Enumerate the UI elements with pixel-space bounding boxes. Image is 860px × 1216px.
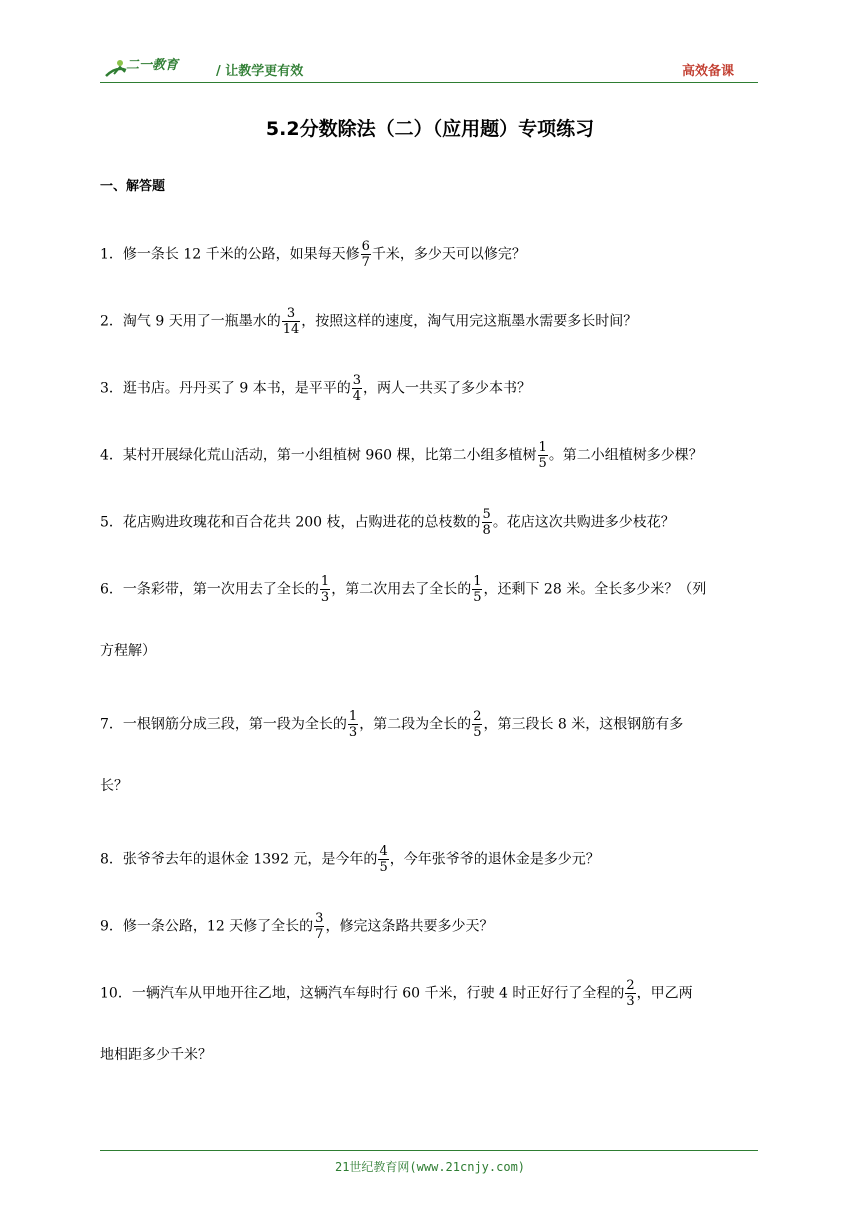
question-7: 7．一根钢筋分成三段，第一段为全长的 $\frac{1}{3}$ ，第二段为全长的 $\frac{2}{5}$ ，第三段长 8 米，这根钢筋有多 长？ bbox=[100, 709, 684, 794]
question-continuation: 长？ bbox=[100, 778, 128, 794]
fraction: $\frac{1}{5}$ bbox=[473, 574, 482, 605]
question-10: 10．一辆汽车从甲地开往乙地，这辆汽车每时行 60 千米，行驶 4 时正好行了全程的 $\frac{2}{3}$ ，甲乙两 地相距多少千米？ bbox=[100, 978, 693, 1063]
question-continuation: 方程解） bbox=[100, 643, 156, 659]
section-heading: 一、解答题 bbox=[100, 179, 166, 194]
page-header bbox=[100, 52, 758, 83]
fraction: $\frac{6}{7}$ bbox=[361, 239, 370, 270]
fraction: $\frac{1}{3}$ bbox=[320, 574, 330, 605]
fraction: $\frac{3}{14}$ bbox=[282, 306, 300, 337]
logo-text: 二一教育 bbox=[126, 58, 179, 73]
header-tag: 高效备课 bbox=[681, 64, 734, 79]
question-continuation: 地相距多少千米？ bbox=[100, 1047, 212, 1063]
question-2: 2．淘气 9 天用了一瓶墨水的 $\frac{3}{14}$ ，按照这样的速度，淘气用完这瓶墨水需要多长时间？ bbox=[100, 306, 638, 337]
header-slogan: / 让教学更有效 bbox=[216, 64, 304, 79]
fraction: $\frac{2}{5}$ bbox=[473, 709, 482, 740]
question-4: 4．某村开展绿化荒山活动，第一小组植树 960 棵，比第二小组多植树 $\frac{1}{5}$ 。第二小组植树多少棵？ bbox=[100, 440, 703, 471]
question-1: 1．修一条长 12 千米的公路，如果每天修 $\frac{6}{7}$ 千米，多少天可以修完？ bbox=[100, 239, 526, 270]
page-title: 5.2分数除法（二）（应用题）专项练习 bbox=[265, 118, 595, 140]
footer-link[interactable]: 21世纪教育网(www.21cnjy.com) bbox=[334, 1160, 526, 1174]
footer-divider bbox=[100, 1150, 758, 1151]
fraction: $\frac{1}{5}$ bbox=[538, 440, 547, 471]
fraction: $\frac{3}{7}$ bbox=[315, 911, 324, 942]
fraction: $\frac{1}{3}$ bbox=[348, 709, 358, 740]
fraction: $\frac{4}{5}$ bbox=[379, 844, 388, 875]
fraction: $\frac{2}{3}$ bbox=[626, 978, 635, 1009]
question-8: 8．张爷爷去年的退休金 1392 元，是今年的 $\frac{4}{5}$ ，今年张爷爷的退休金是多少元？ bbox=[100, 844, 600, 875]
question-3: 3．逛书店。丹丹买了 9 本书，是平平的 $\frac{3}{4}$ ，两人一共买了多少本书？ bbox=[100, 373, 531, 404]
fraction: $\frac{5}{8}$ bbox=[482, 507, 491, 538]
question-6: 6．一条彩带，第一次用去了全长的 $\frac{1}{3}$ ，第二次用去了全长的 $\frac{1}{5}$ ，还剩下 28 米。全长多少米？（列 方程解） bbox=[100, 574, 707, 659]
question-5: 5．花店购进玫瑰花和百合花共 200 枝，占购进花的总枝数的 $\frac{5}{8}$ 。花店这次共购进多少枝花？ bbox=[100, 507, 675, 538]
question-9: 9．修一条公路，12 天修了全长的 $\frac{3}{7}$ ，修完这条路共要多少天？ bbox=[100, 911, 494, 942]
fraction: $\frac{3}{4}$ bbox=[352, 373, 361, 404]
